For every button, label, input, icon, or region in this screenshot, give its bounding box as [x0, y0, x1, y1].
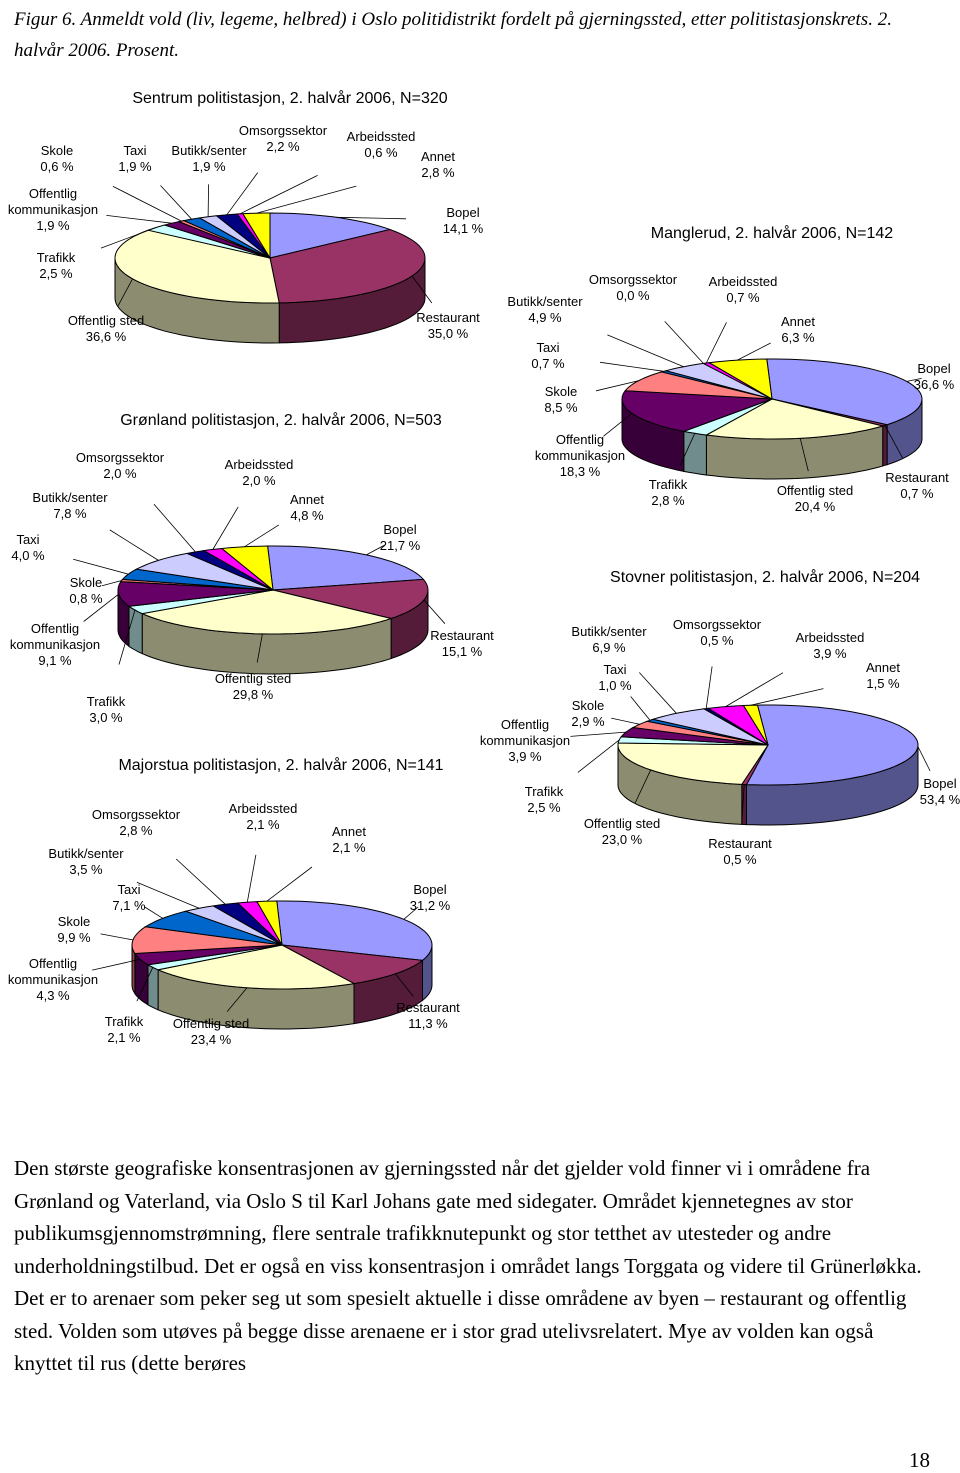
- slice-name-taxi: Taxi: [603, 662, 627, 677]
- slice-name-butikk-senter: Butikk/senter: [32, 490, 108, 505]
- slice-name-arbeidssted: Arbeidssted: [346, 129, 416, 144]
- body-text: [14, 1152, 934, 1380]
- pie-side-trafikk: [148, 965, 158, 1010]
- slice-label-taxi: [11, 532, 45, 563]
- slice-value-omsorgssektor: 0,5 %: [700, 633, 734, 648]
- slice-label-skole: [544, 384, 578, 415]
- slice-value-arbeidssted: 0,6 %: [364, 145, 398, 160]
- slice-name-restaurant: Restaurant: [416, 310, 480, 325]
- slice-value-butikk-senter: 3,5 %: [69, 862, 103, 877]
- slice-label-offentlig-sted: [68, 313, 144, 344]
- pie-side-restaurant: [883, 425, 887, 466]
- leader-line-taxi: [631, 697, 650, 721]
- slice-name-offentlig-kommunikasjon: kommunikasjon: [479, 733, 571, 748]
- slice-name-annet: Annet: [781, 314, 815, 329]
- slice-value-offentlig-sted: 36,6 %: [85, 329, 127, 344]
- slice-name-offentlig-sted: Offentlig sted: [67, 313, 145, 328]
- page-number: 18: [909, 1448, 930, 1472]
- slice-value-butikk-senter: 6,9 %: [592, 640, 626, 655]
- slice-value-offentlig-kommunikasjon: 4,3 %: [36, 988, 70, 1003]
- slice-name-offentlig-sted: Offentlig sted: [583, 816, 661, 831]
- slice-label-taxi: [598, 662, 632, 693]
- slice-label-butikk-senter: [48, 846, 124, 877]
- figure-caption: Figur 6. Anmeldt vold (liv, legeme, helbred) i Oslo politidistrikt fordelt på gjerningssted, etter politistasjonskrets. 2. halvår 2006. Prosent.: [14, 9, 892, 61]
- pie-chart-3: [8, 756, 460, 1047]
- slice-label-bopel: [380, 522, 421, 553]
- chart-title: Manglerud, 2. halvår 2006, N=142: [650, 225, 894, 242]
- slice-label-offentlig-kommunikasjon: [8, 186, 98, 233]
- pie-side-trafikk: [129, 606, 142, 653]
- slice-value-trafikk: 2,5 %: [527, 800, 561, 815]
- slice-value-taxi: 4,0 %: [11, 548, 45, 563]
- slice-name-restaurant: Restaurant: [430, 628, 494, 643]
- slice-label-offentlig-sted: [173, 1016, 249, 1047]
- slice-value-annet: 4,8 %: [290, 508, 324, 523]
- slice-label-restaurant: [396, 1000, 460, 1031]
- slice-value-restaurant: 15,1 %: [441, 644, 483, 659]
- slice-name-annet: Annet: [332, 824, 366, 839]
- leader-line-taxi: [73, 559, 128, 574]
- slice-label-restaurant: [885, 470, 949, 501]
- leader-line-taxi: [161, 186, 192, 220]
- slice-name-skole: Skole: [57, 914, 91, 929]
- slice-label-offentlig-sted: [584, 816, 660, 847]
- slice-value-annet: 2,1 %: [332, 840, 366, 855]
- chart-title: Majorstua politistasjon, 2. halvår 2006, N=141: [118, 757, 444, 774]
- slice-name-skole: Skole: [571, 698, 605, 713]
- leader-line-offentlig-kommunikasjon: [571, 732, 627, 736]
- slice-name-taxi: Taxi: [536, 340, 560, 355]
- slice-value-butikk-senter: 7,8 %: [53, 506, 87, 521]
- slice-name-skole: Skole: [69, 575, 103, 590]
- leader-line-annet: [244, 525, 278, 547]
- slice-name-arbeidssted: Arbeidssted: [708, 274, 778, 289]
- slice-value-omsorgssektor: 2,8 %: [119, 823, 153, 838]
- leader-line-butikk-senter: [208, 184, 209, 216]
- slice-name-offentlig-kommunikasjon: kommunikasjon: [7, 202, 99, 217]
- slice-label-offentlig-kommunikasjon: [535, 432, 625, 479]
- slice-label-omsorgssektor: [239, 123, 328, 154]
- slice-name-trafikk: Trafikk: [648, 477, 688, 492]
- slice-value-offentlig-kommunikasjon: 18,3 %: [559, 464, 601, 479]
- slice-label-offentlig-kommunikasjon: [480, 717, 570, 764]
- slice-label-annet: [781, 314, 815, 345]
- slice-name-offentlig-kommunikasjon: Offentlig: [555, 432, 605, 447]
- slice-value-skole: 0,8 %: [69, 591, 103, 606]
- slice-value-trafikk: 3,0 %: [89, 710, 123, 725]
- slice-value-skole: 8,5 %: [544, 400, 578, 415]
- slice-name-trafikk: Trafikk: [524, 784, 564, 799]
- slice-value-skole: 2,9 %: [571, 714, 605, 729]
- slice-label-bopel: [914, 361, 955, 392]
- slice-label-bopel: [920, 776, 960, 807]
- pie-chart-2: [10, 411, 494, 725]
- slice-label-skole: [69, 575, 103, 606]
- slice-name-offentlig-kommunikasjon: Offentlig: [500, 717, 550, 732]
- slice-name-omsorgssektor: Omsorgssektor: [91, 807, 181, 822]
- slice-label-arbeidssted: [709, 274, 778, 305]
- slice-label-butikk-senter: [571, 624, 647, 655]
- slice-label-arbeidssted: [229, 801, 298, 832]
- pie-side-trafikk: [684, 431, 707, 475]
- slice-name-omsorgssektor: Omsorgssektor: [75, 450, 165, 465]
- slice-value-taxi: 7,1 %: [112, 898, 146, 913]
- slice-value-offentlig-sted: 23,4 %: [190, 1032, 232, 1047]
- slice-name-offentlig-kommunikasjon: Offentlig: [28, 186, 78, 201]
- slice-label-skole: [57, 914, 91, 945]
- slice-value-arbeidssted: 0,7 %: [726, 290, 760, 305]
- leader-line-annet: [267, 867, 312, 901]
- slice-name-skole: Skole: [544, 384, 578, 399]
- slice-value-restaurant: 0,7 %: [900, 486, 934, 501]
- leader-line-annet: [737, 343, 770, 360]
- slice-label-butikk-senter: [507, 294, 583, 325]
- slice-value-taxi: 1,0 %: [598, 678, 632, 693]
- slice-name-arbeidssted: Arbeidssted: [228, 801, 298, 816]
- slice-label-taxi: [112, 882, 146, 913]
- slice-label-skole: [40, 143, 74, 174]
- slice-label-omsorgssektor: [92, 807, 181, 838]
- slice-name-trafikk: Trafikk: [86, 694, 126, 709]
- leader-line-omsorgssektor: [706, 666, 712, 708]
- slice-value-skole: 9,9 %: [57, 930, 91, 945]
- slice-name-restaurant: Restaurant: [708, 836, 772, 851]
- slice-name-offentlig-kommunikasjon: kommunikasjon: [534, 448, 626, 463]
- slice-label-annet: [290, 492, 324, 523]
- slice-label-butikk-senter: [171, 143, 247, 174]
- slice-value-skole: 0,6 %: [40, 159, 74, 174]
- leader-line-arbeidssted: [213, 507, 238, 550]
- slice-value-offentlig-sted: 20,4 %: [794, 499, 836, 514]
- slice-value-taxi: 0,7 %: [531, 356, 565, 371]
- leader-line-skole: [113, 186, 181, 221]
- slice-label-bopel: [410, 882, 451, 913]
- slice-name-omsorgssektor: Omsorgssektor: [672, 617, 762, 632]
- leader-line-skole: [101, 934, 133, 940]
- slice-value-offentlig-sted: 23,0 %: [601, 832, 643, 847]
- slice-name-trafikk: Trafikk: [36, 250, 76, 265]
- chart-title: Grønland politistasjon, 2. halvår 2006, N=503: [120, 412, 442, 429]
- slice-label-arbeidssted: [796, 630, 865, 661]
- slice-label-restaurant: [416, 310, 480, 341]
- slice-name-bopel: Bopel: [446, 205, 480, 220]
- slice-label-trafikk: [649, 477, 688, 508]
- slice-name-bopel: Bopel: [917, 361, 951, 376]
- slice-label-trafikk: [525, 784, 564, 815]
- slice-name-butikk-senter: Butikk/senter: [171, 143, 247, 158]
- slice-name-arbeidssted: Arbeidssted: [795, 630, 865, 645]
- slice-value-butikk-senter: 4,9 %: [528, 310, 562, 325]
- slice-label-omsorgssektor: [76, 450, 165, 481]
- slice-value-arbeidssted: 2,0 %: [242, 473, 276, 488]
- slice-label-annet: [421, 149, 455, 180]
- slice-name-taxi: Taxi: [16, 532, 40, 547]
- leader-line-butikk-senter: [110, 530, 159, 561]
- slice-name-offentlig-kommunikasjon: Offentlig: [28, 956, 78, 971]
- leader-line-omsorgssektor: [154, 504, 196, 552]
- slice-value-offentlig-kommunikasjon: 9,1 %: [38, 653, 72, 668]
- leader-line-butikk-senter: [607, 335, 683, 367]
- slice-value-trafikk: 2,8 %: [651, 493, 685, 508]
- slice-value-bopel: 31,2 %: [409, 898, 451, 913]
- slice-value-bopel: 14,1 %: [442, 221, 484, 236]
- slice-label-arbeidssted: [347, 129, 416, 160]
- slice-value-arbeidssted: 2,1 %: [246, 817, 280, 832]
- slice-label-offentlig-kommunikasjon: [10, 621, 100, 668]
- slice-name-butikk-senter: Butikk/senter: [571, 624, 647, 639]
- slice-value-offentlig-sted: 29,8 %: [232, 687, 274, 702]
- slice-value-trafikk: 2,5 %: [39, 266, 73, 281]
- slice-value-restaurant: 11,3 %: [408, 1016, 448, 1031]
- slice-name-omsorgssektor: Omsorgssektor: [238, 123, 328, 138]
- leader-line-offentlig-kommunikasjon: [106, 215, 171, 223]
- leader-line-butikk-senter: [137, 882, 199, 908]
- chart-title: Stovner politistasjon, 2. halvår 2006, N=204: [610, 569, 920, 586]
- leader-line-arbeidssted: [706, 322, 726, 363]
- slice-name-butikk-senter: Butikk/senter: [48, 846, 124, 861]
- slice-label-omsorgssektor: [589, 272, 678, 303]
- slice-name-annet: Annet: [290, 492, 324, 507]
- leader-line-taxi: [600, 362, 664, 371]
- slice-label-trafikk: [87, 694, 126, 725]
- slice-name-butikk-senter: Butikk/senter: [507, 294, 583, 309]
- slice-value-annet: 1,5 %: [866, 676, 900, 691]
- slice-label-butikk-senter: [32, 490, 108, 521]
- slice-label-skole: [571, 698, 605, 729]
- slice-value-butikk-senter: 1,9 %: [192, 159, 226, 174]
- slice-label-offentlig-sted: [777, 483, 853, 514]
- leader-line-omsorgssektor: [176, 859, 225, 904]
- slice-name-bopel: Bopel: [923, 776, 957, 791]
- pie-chart-5: [480, 568, 960, 867]
- slice-label-trafikk: [105, 1014, 144, 1045]
- slice-name-offentlig-sted: Offentlig sted: [172, 1016, 250, 1031]
- slice-name-offentlig-sted: Offentlig sted: [776, 483, 854, 498]
- slice-value-omsorgssektor: 2,2 %: [266, 139, 300, 154]
- slice-label-trafikk: [37, 250, 76, 281]
- slice-name-annet: Annet: [866, 660, 900, 675]
- slice-value-arbeidssted: 3,9 %: [813, 646, 847, 661]
- slice-name-offentlig-kommunikasjon: kommunikasjon: [9, 637, 101, 652]
- slice-label-taxi: [118, 143, 152, 174]
- slice-name-annet: Annet: [421, 149, 455, 164]
- slice-name-omsorgssektor: Omsorgssektor: [588, 272, 678, 287]
- slice-name-restaurant: Restaurant: [396, 1000, 460, 1015]
- leader-line-trafikk: [578, 740, 619, 773]
- slice-label-arbeidssted: [225, 457, 294, 488]
- slice-value-omsorgssektor: 2,0 %: [103, 466, 137, 481]
- slice-label-restaurant: [708, 836, 772, 867]
- slice-name-restaurant: Restaurant: [885, 470, 949, 485]
- leader-line-bopel: [918, 747, 930, 772]
- slice-label-annet: [332, 824, 366, 855]
- slice-value-trafikk: 2,1 %: [107, 1030, 141, 1045]
- slice-value-bopel: 53,4 %: [919, 792, 960, 807]
- slice-name-bopel: Bopel: [413, 882, 447, 897]
- slice-label-restaurant: [430, 628, 494, 659]
- slice-name-skole: Skole: [40, 143, 74, 158]
- leader-line-omsorgssektor: [665, 321, 704, 363]
- leader-line-butikk-senter: [639, 673, 676, 714]
- body-paragraph: Den største geografiske konsentrasjonen av gjerningssted når det gjelder vold finner vi i områdene fra Grønland og Vaterland, via Oslo S til Karl Johans gate med sidegater. Området kjennetegnes av stor publikumsgjennomstrømning, flere sentrale trafikknutepunkt og stor tetthet av utesteder og andre underholdningstilbud. Det er også en viss konsentrasjon i området langs Torggata og videre til Grünerløkka. Det er to arenaer som peker seg ut som spesielt aktuelle i disse områdene av byen – restaurant og offentlig sted. Volden som utøves på begge disse arenaene er i stor grad utelivsrelatert. Mye av volden kan også knyttet til rus (dette berøres: [14, 1156, 922, 1375]
- slice-value-taxi: 1,9 %: [118, 159, 152, 174]
- chart-title: Sentrum politistasjon, 2. halvår 2006, N=320: [132, 90, 448, 107]
- slice-label-offentlig-sted: [215, 671, 291, 702]
- pie-chart-4: [507, 224, 954, 514]
- slice-name-taxi: Taxi: [117, 882, 141, 897]
- slice-value-bopel: 36,6 %: [913, 377, 955, 392]
- slice-label-bopel: [443, 205, 484, 236]
- leader-line-omsorgssektor: [227, 173, 258, 215]
- slice-name-trafikk: Trafikk: [104, 1014, 144, 1029]
- slice-value-annet: 2,8 %: [421, 165, 455, 180]
- slice-value-annet: 6,3 %: [781, 330, 815, 345]
- slice-label-taxi: [531, 340, 565, 371]
- slice-name-taxi: Taxi: [123, 143, 147, 158]
- slice-name-offentlig-kommunikasjon: Offentlig: [30, 621, 80, 636]
- slice-value-omsorgssektor: 0,0 %: [616, 288, 650, 303]
- slice-label-annet: [866, 660, 900, 691]
- leader-line-annet: [256, 186, 356, 213]
- slice-value-restaurant: 0,5 %: [723, 852, 757, 867]
- leader-line-annet: [751, 689, 824, 706]
- slice-label-offentlig-kommunikasjon: [8, 956, 98, 1003]
- slice-value-restaurant: 35,0 %: [427, 326, 469, 341]
- slice-value-offentlig-kommunikasjon: 1,9 %: [36, 218, 70, 233]
- slice-value-bopel: 21,7 %: [379, 538, 421, 553]
- leader-line-arbeidssted: [726, 673, 783, 707]
- slice-name-bopel: Bopel: [383, 522, 417, 537]
- slice-value-offentlig-kommunikasjon: 3,9 %: [508, 749, 542, 764]
- pie-chart-1: [8, 89, 484, 344]
- slice-label-omsorgssektor: [673, 617, 762, 648]
- leader-line-taxi: [144, 907, 163, 919]
- leader-line-skole: [611, 718, 639, 724]
- slice-name-offentlig-sted: Offentlig sted: [214, 671, 292, 686]
- slice-name-arbeidssted: Arbeidssted: [224, 457, 294, 472]
- leader-line-arbeidssted: [247, 855, 256, 902]
- slice-name-offentlig-kommunikasjon: kommunikasjon: [7, 972, 99, 987]
